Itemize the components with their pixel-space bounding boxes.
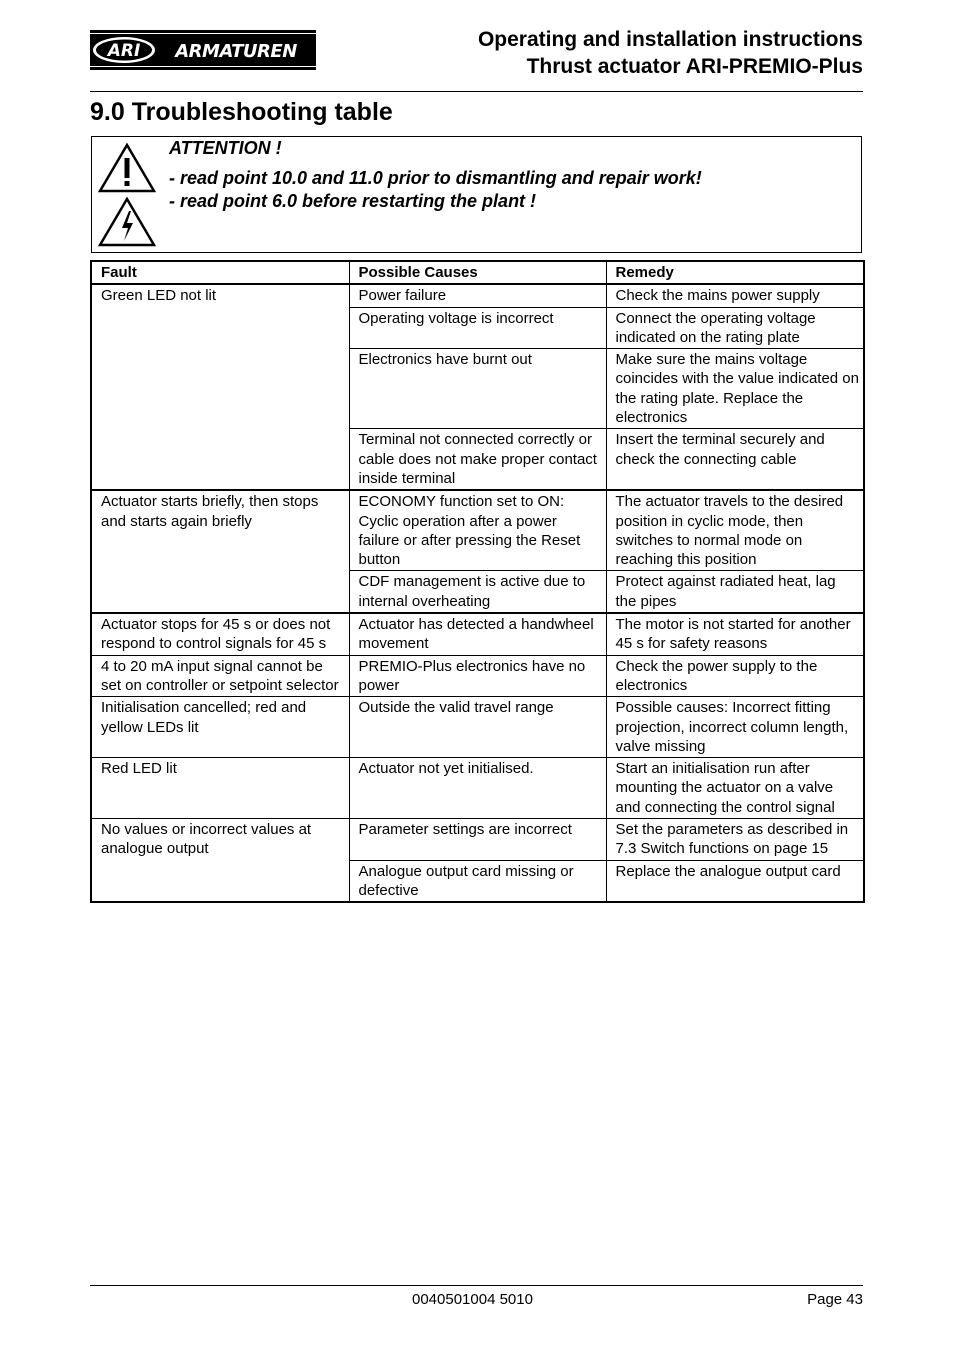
cause-cell: Electronics have burnt out	[349, 349, 606, 429]
attention-heading: ATTENTION !	[169, 138, 282, 158]
document-number: 0040501004 5010	[412, 1291, 533, 1308]
column-header-remedy: Remedy	[606, 261, 864, 284]
remedy-cell: Connect the operating voltage indicated on the rating plate	[606, 307, 864, 349]
logo-wordmark: ARMATUREN	[175, 41, 297, 62]
table-row	[91, 284, 864, 307]
table-header-row	[91, 261, 864, 284]
table-row	[91, 655, 864, 697]
cause-cell: Operating voltage is incorrect	[349, 307, 606, 349]
troubleshooting-table	[90, 260, 865, 903]
cause-cell: Actuator not yet initialised.	[349, 758, 606, 819]
remedy-cell: Set the parameters as described in 7.3 Switch functions on page 15	[606, 819, 864, 861]
logo-mark: ARI	[107, 41, 141, 61]
fault-cell: 4 to 20 mA input signal cannot be set on controller or setpoint selector	[91, 655, 349, 697]
fault-cell: Red LED lit	[91, 758, 349, 819]
cause-cell: Actuator has detected a handwheel movement	[349, 613, 606, 655]
attention-line-1: - read point 10.0 and 11.0 prior to dismantling and repair work!	[169, 168, 702, 188]
column-header-fault: Fault	[91, 261, 349, 284]
remedy-cell: Possible causes: Incorrect fitting projection, incorrect column length, valve missing	[606, 697, 864, 758]
fault-cell: Actuator stops for 45 s or does not respond to control signals for 45 s	[91, 613, 349, 655]
header-divider	[90, 91, 863, 92]
remedy-cell: The motor is not started for another 45 s for safety reasons	[606, 613, 864, 655]
fault-cell: Green LED not lit	[91, 284, 349, 490]
document-title-line1: Operating and installation instructions	[477, 28, 863, 51]
cause-cell: Parameter settings are incorrect	[349, 819, 606, 861]
ari-armaturen-logo	[90, 30, 316, 70]
document-title-line2: Thrust actuator ARI-PREMIO-Plus	[526, 55, 863, 78]
remedy-cell: Check the power supply to the electronics	[606, 655, 864, 697]
page-number: Page 43	[807, 1291, 863, 1308]
remedy-cell: The actuator travels to the desired position in cyclic mode, then switches to normal mode on reaching this position	[606, 490, 864, 571]
table-row	[91, 758, 864, 819]
fault-cell: No values or incorrect values at analogue output	[91, 819, 349, 903]
table-row	[91, 697, 864, 758]
remedy-cell: Replace the analogue output card	[606, 860, 864, 902]
table-row	[91, 819, 864, 861]
cause-cell: Terminal not connected correctly or cable does not make proper contact inside terminal	[349, 429, 606, 490]
cause-cell: PREMIO-Plus electronics have no power	[349, 655, 606, 697]
column-header-causes: Possible Causes	[349, 261, 606, 284]
cause-cell: CDF management is active due to internal overheating	[349, 571, 606, 613]
footer-divider	[90, 1285, 863, 1286]
section-title: 9.0 Troubleshooting table	[90, 98, 393, 126]
attention-box	[91, 136, 862, 253]
remedy-cell: Start an initialisation run after mounting the actuator on a valve and connecting the control signal	[606, 758, 864, 819]
remedy-cell: Check the mains power supply	[606, 284, 864, 307]
fault-cell: Initialisation cancelled; red and yellow LEDs lit	[91, 697, 349, 758]
cause-cell: ECONOMY function set to ON: Cyclic operation after a power failure or after pressing the Reset button	[349, 490, 606, 571]
table-row	[91, 490, 864, 571]
cause-cell: Analogue output card missing or defective	[349, 860, 606, 902]
warning-triangle-icon	[98, 143, 156, 193]
document-title	[478, 26, 863, 80]
electric-shock-icon	[98, 197, 156, 247]
table-row	[91, 613, 864, 655]
remedy-cell: Insert the terminal securely and check the connecting cable	[606, 429, 864, 490]
cause-cell: Outside the valid travel range	[349, 697, 606, 758]
fault-cell: Actuator starts briefly, then stops and starts again briefly	[91, 490, 349, 613]
remedy-cell: Protect against radiated heat, lag the pipes	[606, 571, 864, 613]
cause-cell: Power failure	[349, 284, 606, 307]
remedy-cell: Make sure the mains voltage coincides with the value indicated on the rating plate. Replace the electronics	[606, 349, 864, 429]
attention-text	[169, 137, 702, 213]
attention-line-2: - read point 6.0 before restarting the plant !	[169, 191, 537, 211]
